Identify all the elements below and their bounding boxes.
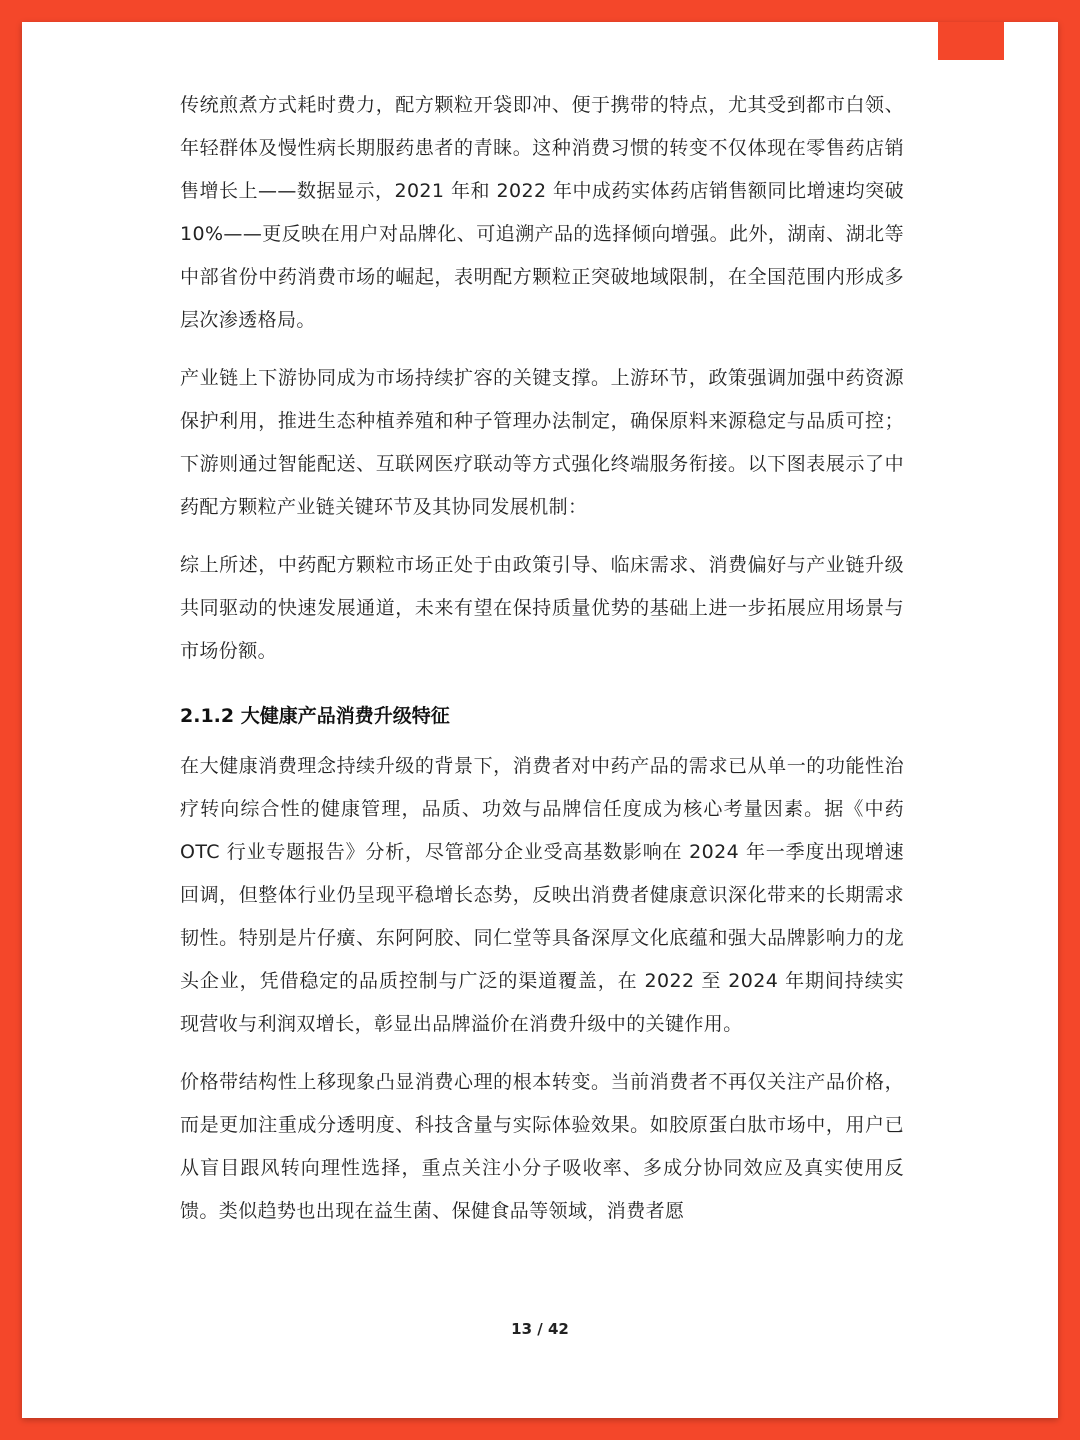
- document-body: [180, 84, 904, 1248]
- paragraph-consumer-habits: 传统煎煮方式耗时费力，配方颗粒开袋即冲、便于携带的特点，尤其受到都市白领、年轻群体及慢性病长期服药患者的青睐。这种消费习惯的转变不仅体现在零售药店销售增长上——数据显示，2021 年和 2022 年中成药实体药店销售额同比增速均突破 10%——更反映在用户对品牌化、可追溯产品的选择倾向增强。此外，湖南、湖北等中部省份中药消费市场的崛起，表明配方颗粒正突破地域限制，在全国范围内形成多层次渗透格局。: [180, 94, 904, 331]
- section-title: 2.1.2 大健康产品消费升级特征: [180, 705, 450, 727]
- paragraph-health-consumption: 在大健康消费理念持续升级的背景下，消费者对中药产品的需求已从单一的功能性治疗转向综合性的健康管理，品质、功效与品牌信任度成为核心考量因素。据《中药 OTC 行业专题报告》分析，尽管部分企业受高基数影响在 2024 年一季度出现增速回调，但整体行业仍呈现平稳增长态势，反映出消费者健康意识深化带来的长期需求韧性。特别是片仔癀、东阿阿胶、同仁堂等具备深厚文化底蕴和强大品牌影响力的龙头企业，凭借稳定的品质控制与广泛的渠道覆盖，在 2022 至 2024 年期间持续实现营收与利润双增长，彰显出品牌溢价在消费升级中的关键作用。: [180, 755, 904, 1035]
- paragraph-industry-chain: 产业链上下游协同成为市场持续扩容的关键支撑。上游环节，政策强调加强中药资源保护利用，推进生态种植养殖和种子管理办法制定，确保原料来源稳定与品质可控；下游则通过智能配送、互联网医疗联动等方式强化终端服务衔接。以下图表展示了中药配方颗粒产业链关键环节及其协同发展机制：: [180, 367, 904, 518]
- paragraph-summary: 综上所述，中药配方颗粒市场正处于由政策引导、临床需求、消费偏好与产业链升级共同驱动的快速发展通道，未来有望在保持质量优势的基础上进一步拓展应用场景与市场份额。: [180, 554, 904, 662]
- corner-tab: [938, 22, 1004, 60]
- page-number: 13 / 42: [511, 1320, 569, 1338]
- paragraph-price-band: 价格带结构性上移现象凸显消费心理的根本转变。当前消费者不再仅关注产品价格，而是更加注重成分透明度、科技含量与实际体验效果。如胶原蛋白肽市场中，用户已从盲目跟风转向理性选择，重点关注小分子吸收率、多成分协同效应及真实使用反馈。类似趋势也出现在益生菌、保健食品等领域，消费者愿: [180, 1071, 904, 1222]
